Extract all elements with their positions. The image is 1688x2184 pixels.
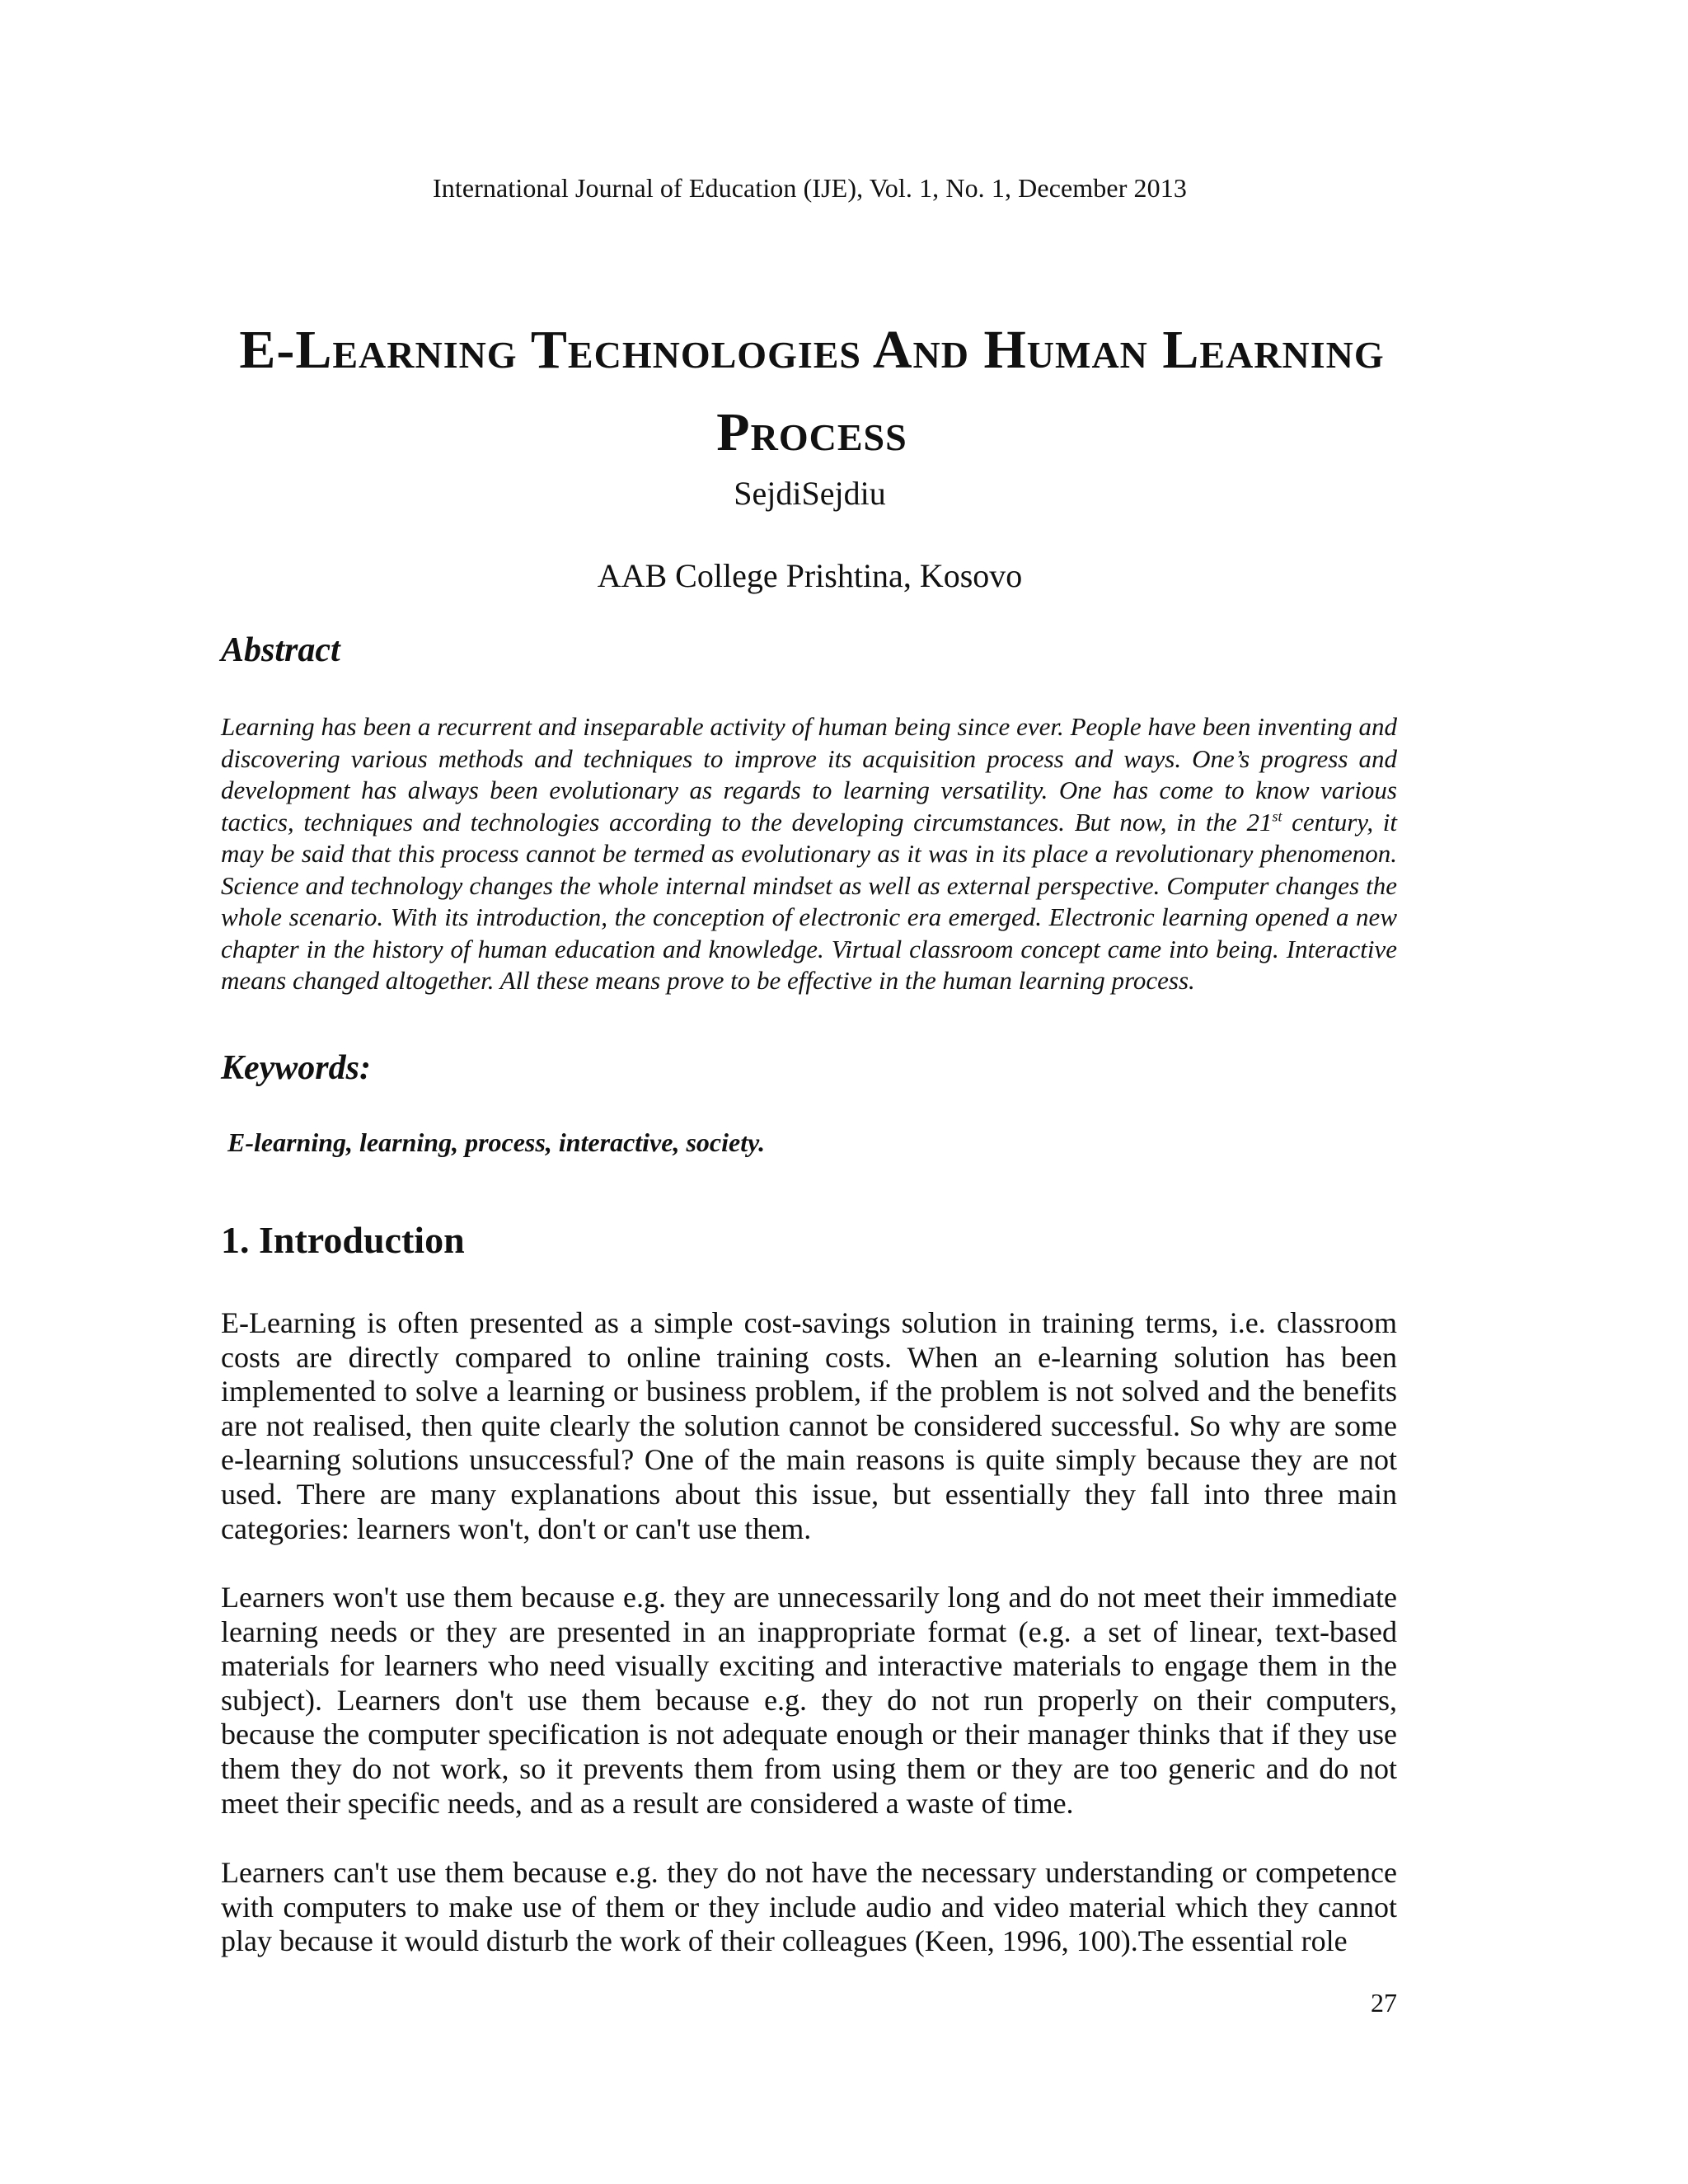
introduction-paragraph-2: Learners won't use them because e.g. they are unnecessarily long and do not meet their immediate learning needs or they are presented in an inappropriate format (e.g. a set of linear, text-based materials for learners who need visually exciting and interactive materials to engage them in the subject). Learners don't use them because e.g. they do not run properly on their computers, because the computer specification is not adequate enough or their manager thinks that if they use them they do not work, so it prevents them from using them or they are too generic and do not meet their specific needs, and as a result are considered a waste of time. xyxy=(221,1581,1397,1820)
page-number: 27 xyxy=(1371,1988,1397,2018)
author-name: SejdiSejdiu xyxy=(734,475,886,512)
abstract-heading: Abstract xyxy=(221,631,340,669)
abstract-text-part-1: Learning has been a recurrent and inseparable activity of human being since ever. People have been inventing and discovering various methods and techniques to improve its acquisition process and ways. One’s progress and development has always been evolutionary as regards to learning versatility. One has come to know various tactics, techniques and technologies according to the developing circumstances. But now, in the 21 xyxy=(221,712,1397,837)
introduction-paragraph-3: Learners can't use them because e.g. they do not have the necessary understanding or competence with computers to make use of them or they include audio and video material which they cannot play because it would disturb the work of their colleagues (Keen, 1996, 100).The essential role xyxy=(221,1856,1397,1958)
introduction-paragraph-1: E-Learning is often presented as a simple cost-savings solution in training terms, i.e. classroom costs are directly compared to online training costs. When an e-learning solution has been implemented to solve a learning or business problem, if the problem is not solved and the benefits are not realised, then quite clearly the solution cannot be considered successful. So why are some e-learning solutions unsuccessful? One of the main reasons is quite simply because they are not used. There are many explanations about this issue, but essentially they fall into three main categories: learners won't, don't or can't use them. xyxy=(221,1306,1397,1545)
abstract-superscript: st xyxy=(1272,808,1282,825)
abstract-body xyxy=(221,711,1397,997)
running-header: International Journal of Education (IJE), Vol. 1, No. 1, December 2013 xyxy=(433,173,1187,203)
paper-title: E-Learning Technologies And Human Learning Process xyxy=(239,320,1385,462)
introduction-heading: 1. Introduction xyxy=(221,1219,465,1261)
author-affiliation: AAB College Prishtina, Kosovo xyxy=(597,557,1023,594)
abstract-text-part-2: century, it may be said that this process cannot be termed as evolutionary as it was in its place a revolutionary phenomenon. Science and technology changes the whole internal mindset as well as external perspective. Computer changes the whole scenario. With its introduction, the conception of electronic era emerged. Electronic learning opened a new chapter in the history of human education and knowledge. Virtual classroom concept came into being. Interactive means changed altogether. All these means prove to be effective in the human learning process. xyxy=(221,807,1397,995)
keywords-list: E-learning, learning, process, interactive, society. xyxy=(227,1127,766,1157)
keywords-heading: Keywords: xyxy=(221,1049,371,1087)
